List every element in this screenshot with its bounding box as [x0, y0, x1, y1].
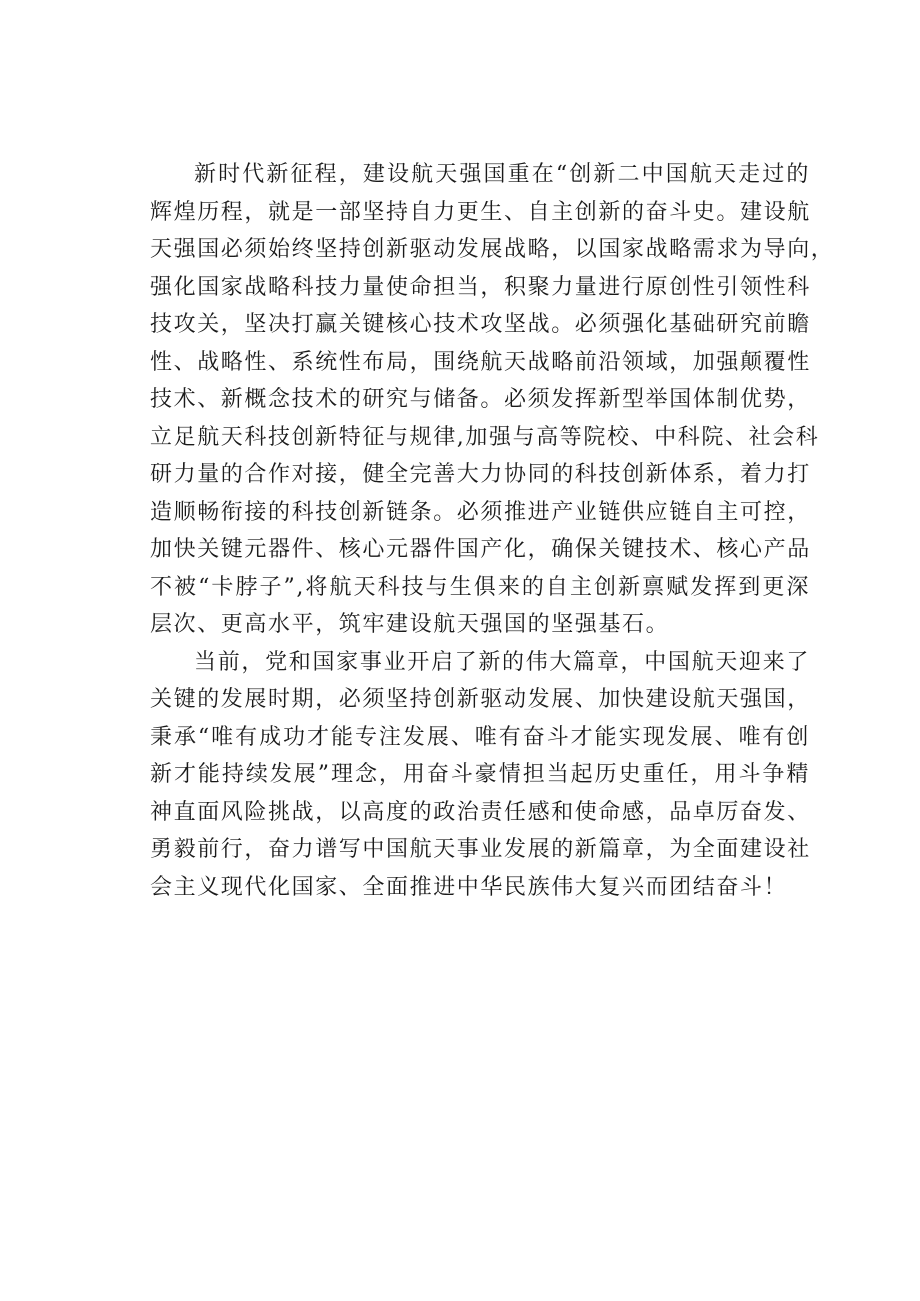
paragraph-line: 不被“卡脖子”,将航天科技与生俱来的自主创新禀赋发挥到更深 [150, 574, 810, 600]
paragraph-line: 会主义现代化国家、全面推进中华民族伟大复兴而团结奋斗！ [150, 874, 788, 900]
paragraph-line: 研力量的合作对接，健全完善大力协同的科技创新体系，着力打 [150, 462, 811, 487]
paragraph-line: 强化国家战略科技力量使命担当，积聚力量进行原创性引领性科 [150, 274, 811, 300]
paragraph-line: 关键的发展时期，必须坚持创新驱动发展、加快建设航天强国， [150, 687, 811, 712]
paragraph-line: 天强国必须始终坚持创新驱动发展战略，以国家战略需求为导向， [150, 237, 835, 262]
paragraph-2 [150, 644, 810, 907]
paragraph-line: 辉煌历程，就是一部坚持自力更生、自主创新的奋斗史。建设航 [150, 199, 811, 225]
paragraph-line: 神直面风险挑战，以高度的政治责任感和使命感，品卓厉奋发、 [150, 799, 811, 825]
paragraph-line: 技术、新概念技术的研究与储备。必须发挥新型举国体制优势， [150, 387, 811, 412]
document-body [150, 156, 835, 906]
paragraph-line: 造顺畅衔接的科技创新链条。必须推进产业链供应链自主可控， [150, 499, 811, 525]
paragraph-line: 勇毅前行，奋力谱写中国航天事业发展的新篇章，为全面建设社 [150, 837, 811, 862]
paragraph-line: 技攻关，坚决打赢关键核心技术攻坚战。必须强化基础研究前瞻 [150, 312, 811, 337]
paragraph-1 [150, 156, 835, 644]
paragraph-line: 当前，党和国家事业开启了新的伟大篇章，中国航天迎来了 [194, 649, 810, 675]
paragraph-line: 立足航天科技创新特征与规律,加强与高等院校、中科院、社会科 [150, 424, 820, 450]
paragraph-line: 层次、更高水平，筑牢建设航天强国的坚强基石。 [150, 612, 670, 637]
paragraph-line: 性、战略性、系统性布局，围绕航天战略前沿领域，加强颠覆性 [150, 349, 811, 375]
paragraph-line: 秉承“唯有成功才能专注发展、唯有奋斗才能实现发展、唯有创 [150, 724, 810, 750]
paragraph-line: 加快关键元器件、核心元器件国产化，确保关键技术、核心产品 [150, 537, 811, 562]
paragraph-line: 新才能持续发展”理念，用奋斗豪情担当起历史重任，用斗争精 [150, 762, 810, 787]
paragraph-line: 新时代新征程，建设航天强国重在“创新二中国航天走过的 [194, 162, 810, 187]
